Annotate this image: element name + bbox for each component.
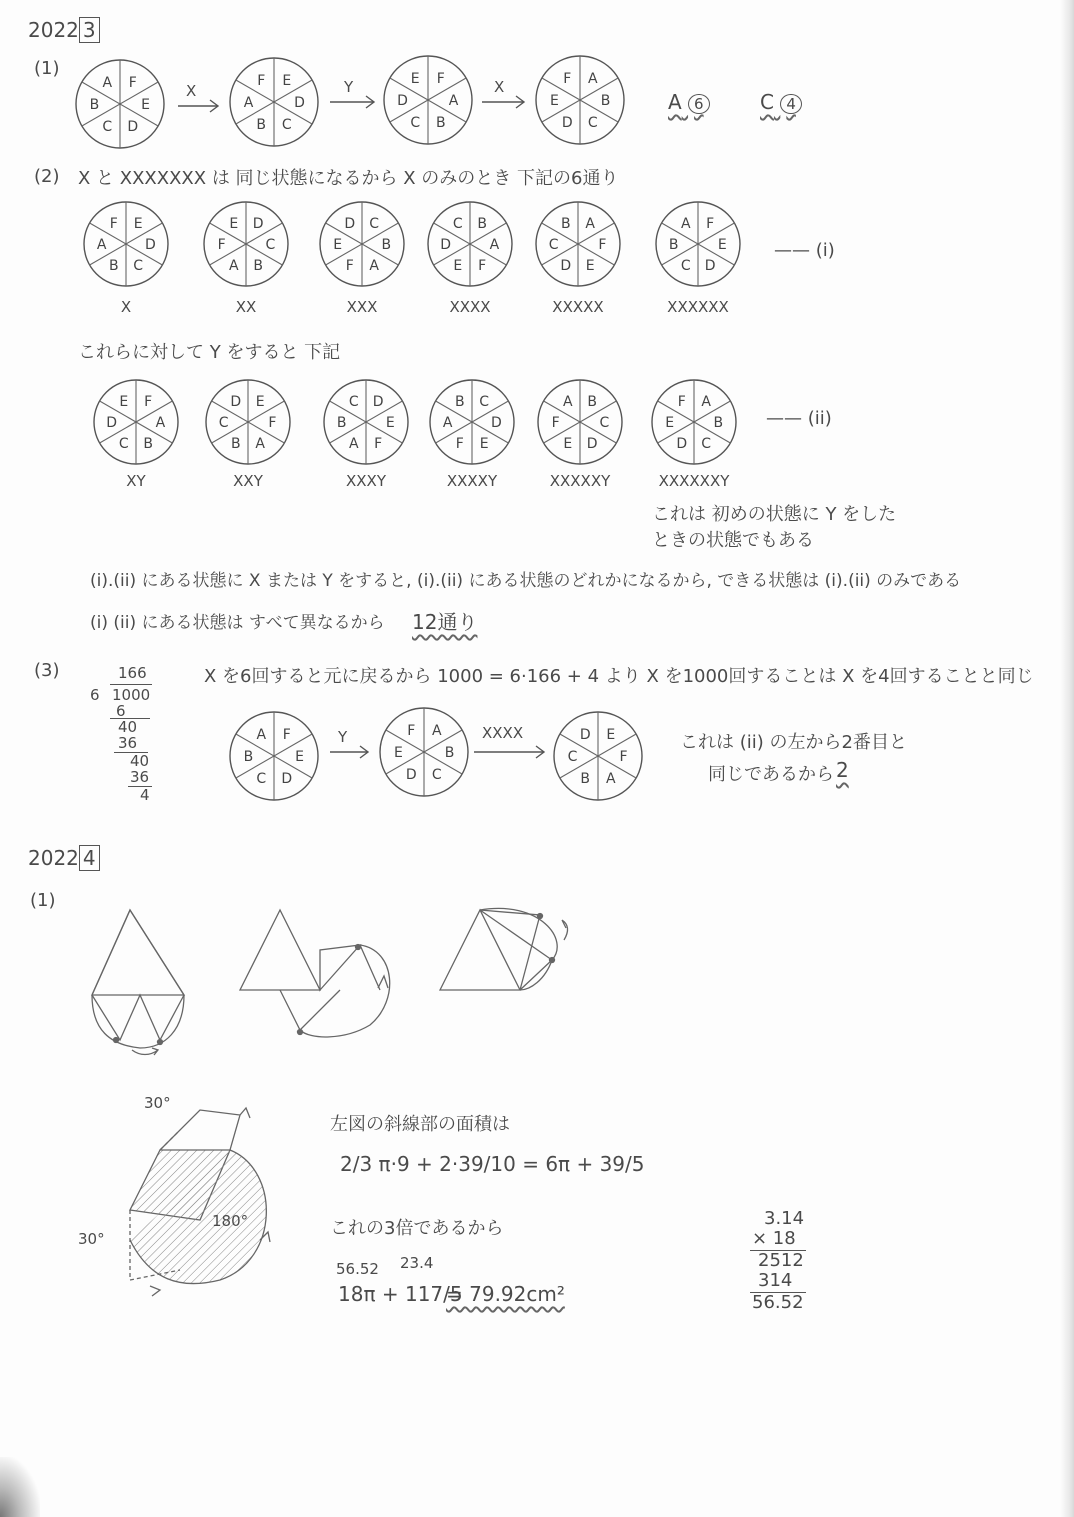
div-quotient: 166: [118, 664, 147, 682]
sector-letter: F: [144, 393, 153, 410]
sector-letter: A: [243, 95, 254, 111]
div-step-6: 4: [140, 786, 150, 804]
div-step-4: 40: [130, 752, 150, 770]
area-title: 左図の斜線部の面積は: [330, 1114, 510, 1135]
figure-3: [440, 908, 568, 990]
sector-letter: B: [336, 415, 347, 431]
sector-letter: A: [605, 771, 616, 788]
sector-letter: F: [282, 726, 291, 743]
q2-note-line2: ときの状態でもある: [652, 530, 814, 551]
q2-note-line1: これは 初めの状態に Y をした: [652, 504, 897, 525]
sector-letter: D: [281, 771, 293, 788]
q2-row2-caption-4: XXXXY: [446, 472, 498, 490]
sector-letter: B: [444, 745, 455, 761]
final-lhs: 18π + 117/5: [338, 1282, 463, 1306]
q3-arrows: [0, 700, 700, 780]
sector-letter: E: [394, 745, 403, 761]
sector-letter: B: [435, 115, 446, 132]
sector-letter: A: [489, 237, 500, 253]
sector-letter: B: [256, 117, 267, 134]
shaded-area-figure: [70, 1090, 300, 1310]
sector-letter: E: [479, 436, 489, 453]
q2-row1-caption-5: XXXXX: [552, 298, 604, 316]
q2-row1-tag: —— (i): [774, 240, 835, 261]
sector-letter: D: [561, 115, 573, 132]
angle-30-left: 30°: [78, 1230, 105, 1248]
sector-letter: E: [717, 237, 727, 253]
sector-letter: C: [587, 115, 598, 132]
angle-180: 180°: [212, 1212, 249, 1230]
sector-letter: F: [407, 722, 416, 739]
sector-letter: C: [133, 258, 144, 275]
scan-edge-shadow: [1060, 0, 1074, 1517]
p4-q1-label: (1): [30, 890, 56, 911]
problem4-header: [28, 846, 100, 870]
sector-letter: D: [704, 258, 716, 275]
sector-letter: D: [405, 767, 417, 784]
q2-row2-circle-6: [650, 378, 738, 466]
sector-letter: D: [106, 415, 118, 431]
q2-row2-tag: —— (ii): [766, 408, 832, 429]
sector-letter: D: [372, 393, 384, 410]
sector-letter: B: [381, 237, 392, 253]
q2-intro: X と XXXXXXX は 同じ状態になるから X のみのとき 下記の6通り: [78, 168, 619, 189]
sector-letter: C: [701, 436, 712, 453]
q1-arrow-label-3: X: [494, 78, 505, 96]
sector-letter: F: [268, 415, 277, 431]
q2-row1-circle-2: [202, 200, 290, 288]
div-step-3: 36: [118, 734, 138, 752]
partial-above-1: 56.52: [336, 1260, 379, 1278]
mult-row-1: 2512: [758, 1250, 804, 1271]
sector-letter: F: [217, 237, 226, 253]
sector-letter: D: [579, 726, 591, 743]
problem4-number: 4: [79, 845, 100, 871]
sector-letter: C: [118, 436, 129, 453]
q2-row1-caption-3: XXX: [346, 298, 378, 316]
sector-letter: B: [231, 436, 241, 453]
q2-row1-caption-4: XXXX: [449, 298, 491, 316]
sector-letter: B: [109, 258, 119, 275]
div-step-1: 6: [116, 702, 126, 720]
q3-label: (3): [34, 660, 60, 681]
sector-letter: B: [587, 393, 597, 410]
q2-row2-caption-2: XXY: [233, 472, 263, 490]
sector-letter: F: [563, 70, 572, 87]
sector-letter: F: [257, 72, 266, 89]
sector-letter: D: [252, 215, 264, 232]
sector-letter: C: [479, 393, 490, 410]
sector-letter: D: [127, 119, 139, 136]
q2-label: (2): [34, 166, 60, 187]
sector-letter: E: [282, 72, 292, 89]
sector-letter: A: [701, 393, 711, 410]
q2-row2-circle-1: [92, 378, 180, 466]
problem3-year: 2022: [28, 18, 79, 42]
sector-letter: A: [256, 726, 267, 743]
answer-a: A 6: [668, 90, 710, 114]
sector-letter: C: [599, 415, 610, 431]
times3-text: これの3倍であるから: [330, 1218, 504, 1239]
sector-letter: E: [141, 97, 150, 113]
angle-30-top: 30°: [144, 1094, 171, 1112]
sector-letter: F: [677, 393, 686, 410]
sector-letter: C: [348, 393, 359, 410]
sector-letter: F: [374, 436, 383, 453]
sector-letter: E: [410, 70, 420, 87]
sector-letter: D: [440, 237, 452, 253]
sector-letter: E: [229, 215, 239, 232]
sector-letter: F: [619, 749, 628, 765]
q2-row1-circle-3: [318, 200, 406, 288]
sector-letter: F: [455, 436, 464, 453]
div-step-5: 36: [130, 768, 150, 786]
sector-letter: C: [102, 119, 113, 136]
div-divisor: 6: [90, 686, 100, 704]
sector-letter: C: [256, 771, 267, 788]
sector-letter: A: [255, 436, 265, 453]
q2-row2-caption-3: XXXY: [346, 472, 386, 490]
sector-letter: D: [676, 436, 688, 453]
sector-letter: E: [133, 215, 143, 232]
sector-letter: F: [109, 215, 118, 232]
sector-letter: C: [567, 749, 578, 765]
figure-1: [92, 910, 184, 1055]
q2-row1-circle-6: [654, 200, 742, 288]
q3-note-line1: これは (ii) の左から2番目と: [680, 732, 907, 753]
q2-row2-caption-6: XXXXXXY: [658, 472, 730, 490]
q2-answer: 12通り: [412, 610, 478, 634]
q1-arrows: [0, 0, 1074, 160]
q3-answer: 2: [836, 758, 849, 782]
sector-letter: F: [436, 70, 445, 87]
q2-conclusion-2: (i) (ii) にある状態は すべて異なるから: [90, 613, 385, 633]
problem3-number: 3: [79, 17, 100, 43]
sector-letter: F: [598, 237, 607, 253]
sector-letter: E: [255, 393, 265, 410]
sector-letter: A: [587, 70, 598, 87]
q2-row2-circle-2: [204, 378, 292, 466]
q2-row1-circle-1: [82, 200, 170, 288]
sector-letter: C: [410, 115, 421, 132]
sector-letter: C: [218, 415, 229, 431]
sector-letter: E: [295, 749, 304, 765]
area-formula: 2/3 π·9 + 2·39/10 = 6π + 39/5: [340, 1152, 645, 1176]
sector-letter: D: [560, 258, 572, 275]
final-answer: = 79.92cm²: [446, 1282, 565, 1306]
q2-row2-circle-5: [536, 378, 624, 466]
q2-row1-caption-1: X: [120, 298, 132, 316]
sector-letter: B: [668, 237, 679, 253]
sector-letter: F: [345, 258, 354, 275]
q1-arrow-label-2: Y: [344, 78, 354, 96]
sector-letter: B: [561, 215, 571, 232]
q2-row1-caption-2: XX: [235, 298, 257, 316]
sector-letter: F: [551, 415, 560, 431]
sector-letter: A: [102, 74, 113, 91]
mult-result: 56.52: [752, 1292, 804, 1313]
sector-letter: F: [478, 258, 487, 275]
problem4-year: 2022: [28, 846, 79, 870]
sector-letter: E: [563, 436, 573, 453]
sector-letter: A: [369, 258, 379, 275]
q1-label: (1): [34, 58, 60, 79]
sector-letter: A: [563, 393, 573, 410]
sector-letter: D: [294, 95, 305, 111]
scan-corner-shadow: [0, 1457, 40, 1517]
q3-arrow-label-1: Y: [338, 728, 348, 746]
sector-letter: A: [155, 415, 166, 431]
sector-letter: B: [243, 749, 254, 765]
q3-arrow-label-2: XXXX: [482, 724, 524, 742]
sector-letter: D: [230, 393, 242, 410]
div-bar: [110, 684, 152, 685]
sector-letter: C: [680, 258, 691, 275]
mult-a: 3.14: [764, 1208, 805, 1229]
sector-letter: F: [128, 74, 137, 91]
sector-letter: A: [585, 215, 595, 232]
figure-2: [240, 910, 390, 1037]
q2-row1-circle-5: [534, 200, 622, 288]
sector-letter: A: [96, 237, 107, 253]
q2-mid-text: これらに対して Y をすると 下記: [78, 342, 341, 363]
sector-letter: B: [455, 393, 465, 410]
sector-letter: B: [253, 258, 263, 275]
sector-letter: C: [281, 117, 292, 134]
answer-c: C 4: [760, 90, 802, 114]
sector-letter: E: [453, 258, 463, 275]
sector-letter: E: [585, 258, 595, 275]
sector-letter: E: [119, 393, 129, 410]
mult-row-2: 314: [758, 1270, 793, 1291]
sector-letter: C: [431, 767, 442, 784]
sector-letter: C: [265, 237, 276, 253]
sector-letter: B: [477, 215, 487, 232]
sector-letter: F: [706, 215, 715, 232]
q3-note-line2: 同じであるから: [708, 764, 834, 785]
sector-letter: A: [681, 215, 691, 232]
sector-letter: B: [580, 771, 591, 788]
q2-row1-circle-4: [426, 200, 514, 288]
sector-letter: A: [431, 722, 442, 739]
sector-letter: D: [397, 93, 408, 109]
q3-explanation: X を6回すると元に戻るから 1000 = 6·166 + 4 より X を1000回することは X を4回することと同じ: [204, 666, 1034, 687]
partial-above-2: 23.4: [400, 1254, 434, 1272]
sector-letter: D: [344, 215, 356, 232]
q2-row1-caption-6: XXXXXX: [667, 298, 729, 316]
sector-letter: C: [548, 237, 559, 253]
sector-letter: D: [586, 436, 598, 453]
sector-letter: A: [448, 93, 459, 109]
answer-c-circled: 4: [780, 94, 802, 114]
sector-letter: E: [385, 415, 395, 431]
q2-row2-circle-4: [428, 378, 516, 466]
sector-letter: E: [550, 93, 559, 109]
div-dividend: 1000: [112, 686, 151, 704]
answer-a-circled: 6: [688, 94, 710, 114]
sector-letter: D: [144, 237, 156, 253]
sector-letter: E: [333, 237, 343, 253]
sector-letter: A: [442, 415, 453, 431]
q1-arrow-label-1: X: [186, 82, 197, 100]
q2-row2-caption-1: XY: [126, 472, 146, 490]
sector-letter: B: [89, 97, 100, 113]
sector-letter: A: [349, 436, 359, 453]
sector-letter: C: [369, 215, 380, 232]
sector-letter: B: [600, 93, 611, 109]
q2-row2-caption-5: XXXXXY: [549, 472, 611, 490]
sector-letter: E: [665, 415, 675, 431]
sector-letter: E: [606, 726, 616, 743]
q2-conclusion-1: (i).(ii) にある状態に X または Y をすると, (i).(ii) にある状態のどれかになるから, できる状態は (i).(ii) のみである: [90, 571, 962, 591]
div-step-2: 40: [118, 718, 138, 736]
mult-b: × 18: [752, 1228, 796, 1249]
sector-letter: A: [229, 258, 239, 275]
sector-letter: B: [713, 415, 724, 431]
sector-letter: B: [143, 436, 153, 453]
q2-row2-circle-3: [322, 378, 410, 466]
sector-letter: C: [452, 215, 463, 232]
sector-letter: D: [490, 415, 502, 431]
